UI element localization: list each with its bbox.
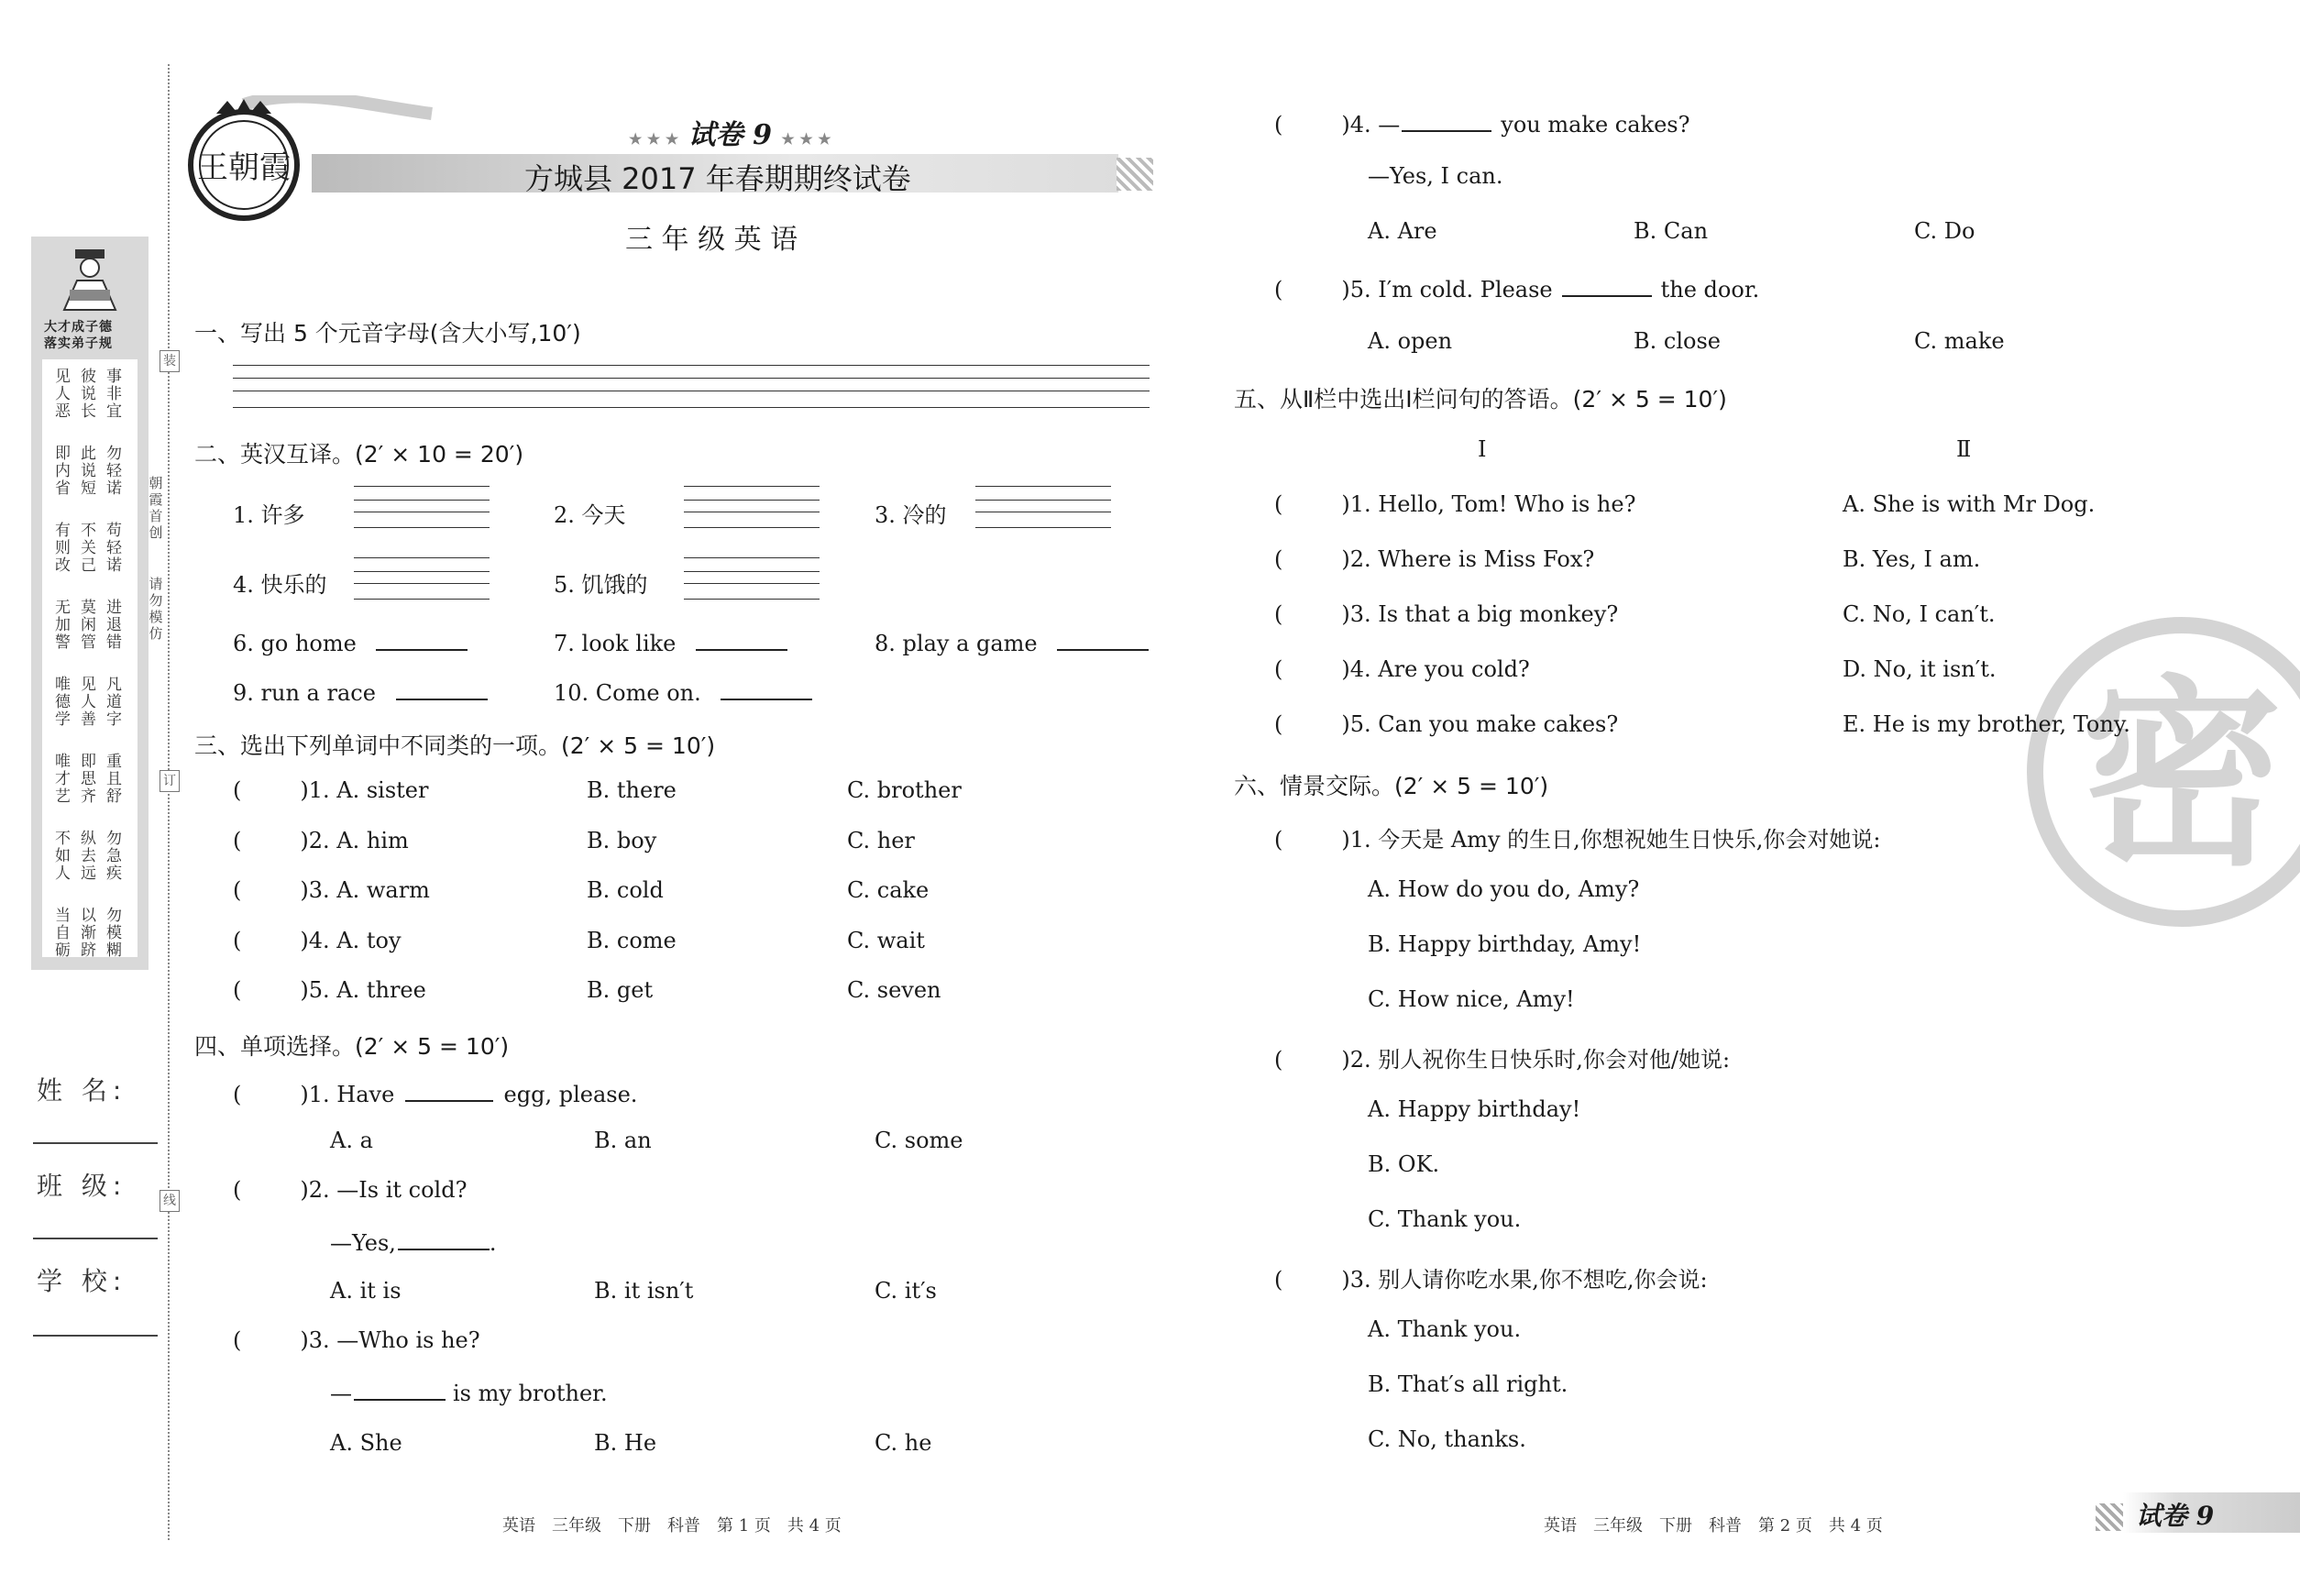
footer-tab-pattern: [2096, 1503, 2123, 1531]
paper-number: ★ ★ ★ 试卷 9 ★ ★ ★: [629, 119, 831, 151]
binding-mark-1: 装: [160, 350, 180, 372]
s4-q3-opt-c[interactable]: C. he: [875, 1430, 932, 1456]
answer-option[interactable]: C. Thank you.: [1368, 1206, 1522, 1232]
option-a[interactable]: )4. A. toy: [300, 927, 402, 953]
s2-item-8: 8. play a game: [875, 627, 1149, 656]
maxim-line: 当自砺: [55, 907, 71, 960]
section4-title: 四、单项选择。(2′ × 5 = 10′): [194, 1033, 510, 1060]
name-field[interactable]: [33, 1142, 158, 1144]
maxim-line: 见人善: [81, 676, 96, 729]
answer-option: A. She is with Mr Dog.: [1843, 491, 2096, 517]
question-text: )2. Where is Miss Fox?: [1341, 546, 1595, 572]
option-b[interactable]: B. cold: [587, 877, 664, 903]
binding-mark-3: 线: [160, 1190, 180, 1212]
list-item: [1274, 821, 1881, 853]
s4-q5: ( )5. I′m cold. Please the door.: [1274, 273, 1759, 303]
s2-blank-7[interactable]: [696, 627, 787, 651]
writing-line-2[interactable]: [233, 378, 1150, 379]
question-text: )4. Are you cold?: [1341, 656, 1530, 682]
question-text: )2. 别人祝你生日快乐时,你会对他/她说:: [1341, 1047, 1731, 1073]
maxim-line: 莫闲管: [81, 599, 96, 652]
list-item: [1274, 1261, 1708, 1293]
s4-q4-opt-a[interactable]: A. Are: [1368, 218, 1437, 244]
s4-q3-opt-b[interactable]: B. He: [594, 1430, 657, 1456]
s2-grid-3[interactable]: [975, 486, 1111, 528]
answer-paren[interactable]: (: [233, 777, 242, 803]
school-label: 学 校:: [37, 1266, 127, 1296]
list-item: [1274, 491, 1635, 517]
answer-paren[interactable]: (: [233, 877, 242, 903]
maxim-line: 此说短: [81, 445, 96, 498]
s4-q3: ( )3. —Who is he?: [233, 1327, 480, 1353]
option-a[interactable]: )3. A. warm: [300, 877, 430, 903]
s4-q4-opt-b[interactable]: B. Can: [1634, 218, 1709, 244]
section1-title: 一、写出 5 个元音字母(含大小写,10′): [194, 320, 581, 347]
answer-paren[interactable]: (: [1274, 1267, 1283, 1293]
maxim-line: 以渐跻: [81, 907, 96, 960]
answer-option[interactable]: A. Thank you.: [1368, 1316, 1522, 1342]
vertical-note-2: 请勿模仿: [149, 576, 163, 642]
answer-paren[interactable]: (: [1274, 711, 1283, 737]
s4-q3-blank[interactable]: [354, 1377, 446, 1401]
s5-col1-header: Ⅰ: [1478, 436, 1487, 462]
s4-q4: ( )4. — you make cakes?: [1274, 108, 1689, 138]
logo-text: 王朝霞: [197, 149, 291, 186]
question-text: )1. Hello, Tom! Who is he?: [1341, 491, 1636, 517]
maxim-line: 唯才艺: [55, 753, 71, 806]
s4-q5-opt-a[interactable]: A. open: [1368, 328, 1453, 354]
s4-q4-opt-c[interactable]: C. Do: [1914, 218, 1975, 244]
maxim-line: 即内省: [55, 445, 71, 498]
s4-q1-opt-c[interactable]: C. some: [875, 1128, 963, 1153]
s4-q2-opt-b[interactable]: B. it isn′t: [594, 1278, 694, 1304]
option-c[interactable]: C. brother: [847, 777, 962, 803]
s2-blank-9[interactable]: [396, 677, 488, 700]
s4-q4-blank[interactable]: [1402, 108, 1491, 132]
list-item: [1274, 546, 1594, 572]
s2-item-1: 1. 许多: [233, 502, 305, 528]
maxims-block: [42, 359, 138, 960]
school-field[interactable]: [33, 1335, 158, 1337]
maxim-line: 勿急疾: [106, 830, 122, 883]
s4-q2: ( )2. —Is it cold?: [233, 1177, 468, 1203]
name-label: 姓 名:: [37, 1075, 127, 1106]
s2-item-7: 7. look like: [554, 627, 787, 656]
question-text: )1. 今天是 Amy 的生日,你想祝她生日快乐,你会对她说:: [1341, 827, 1881, 853]
s2-grid-1[interactable]: [354, 486, 490, 528]
s4-q5-opt-b[interactable]: B. close: [1634, 328, 1721, 354]
section6-title: 六、情景交际。(2′ × 5 = 10′): [1234, 773, 1549, 799]
s4-q3-answer: — is my brother.: [330, 1377, 608, 1406]
answer-option[interactable]: C. No, thanks.: [1368, 1426, 1526, 1452]
motto-line-2: 落实弟子规: [44, 336, 113, 351]
s2-item-6: 6. go home: [233, 627, 468, 656]
s4-q5-blank[interactable]: [1562, 273, 1652, 297]
exam-title: 方城县 2017 年春期期终试卷: [524, 161, 911, 196]
s4-q3-opt-a[interactable]: A. She: [330, 1430, 402, 1456]
vertical-note-1: 朝霞首创: [149, 475, 163, 541]
question-text: )5. Can you make cakes?: [1341, 711, 1619, 737]
answer-option[interactable]: B. Happy birthday, Amy!: [1368, 931, 1642, 957]
maxim-line: 见人恶: [55, 368, 71, 421]
title-band-pattern: [1117, 158, 1153, 191]
footer-right: 英语 三年级 下册 科普 第 2 页 共 4 页: [1544, 1516, 1883, 1535]
scholar-figure-icon: [59, 246, 121, 315]
answer-option: B. Yes, I am.: [1843, 546, 1981, 572]
option-b[interactable]: B. get: [587, 977, 654, 1003]
s4-q1-opt-b[interactable]: B. an: [594, 1128, 652, 1153]
table-row: [233, 977, 426, 1003]
answer-paren[interactable]: (: [1274, 1047, 1283, 1073]
class-label: 班 级:: [37, 1171, 127, 1201]
option-b[interactable]: B. there: [587, 777, 677, 803]
maxim-line: 重且舒: [106, 753, 122, 806]
answer-paren[interactable]: (: [233, 927, 242, 953]
maxim-line: 彼说长: [81, 368, 96, 421]
answer-option: E. He is my brother, Tony.: [1843, 711, 2130, 737]
maxim-line: 事非宜: [106, 368, 122, 421]
writing-line-4[interactable]: [233, 407, 1150, 408]
table-row: [233, 877, 430, 903]
option-b[interactable]: B. come: [587, 927, 677, 953]
option-c[interactable]: C. wait: [847, 927, 925, 953]
s4-q1-blank[interactable]: [405, 1078, 493, 1102]
table-row: [233, 777, 428, 803]
maxim-line: 即思齐: [81, 753, 96, 806]
option-a[interactable]: )2. A. him: [300, 827, 409, 853]
option-c[interactable]: C. her: [847, 827, 915, 853]
answer-option[interactable]: A. How do you do, Amy?: [1368, 876, 1640, 902]
s2-grid-5[interactable]: [684, 557, 820, 600]
s2-item-2: 2. 今天: [554, 502, 626, 528]
answer-paren[interactable]: (: [233, 977, 242, 1003]
maxim-line: 凡道字: [106, 676, 122, 729]
s4-q5-opt-c[interactable]: C. make: [1914, 328, 2005, 354]
s2-item-5: 5. 饥饿的: [554, 572, 648, 598]
answer-option[interactable]: B. That′s all right.: [1368, 1371, 1568, 1397]
table-row: [233, 928, 402, 953]
s2-blank-8[interactable]: [1057, 627, 1149, 651]
footer-tab-label: 试卷 9: [2136, 1501, 2215, 1531]
writing-line-1[interactable]: [233, 365, 1150, 366]
maxim-line: 纵去远: [81, 830, 96, 883]
s4-q2-answer: —Yes, .: [330, 1227, 497, 1256]
option-a[interactable]: )1. A. sister: [300, 777, 429, 803]
s4-q2-opt-c[interactable]: C. it′s: [875, 1278, 937, 1304]
section5-title: 五、从Ⅱ栏中选出Ⅰ栏问句的答语。(2′ × 5 = 10′): [1234, 386, 1727, 413]
s4-q2-opt-a[interactable]: A. it is: [330, 1278, 402, 1304]
maxim-line: 进退错: [106, 599, 122, 652]
section3-title: 三、选出下列单词中不同类的一项。(2′ × 5 = 10′): [194, 732, 716, 759]
s2-grid-4[interactable]: [354, 557, 490, 600]
seal-watermark-icon: [2026, 616, 2300, 928]
answer-paren[interactable]: (: [233, 827, 242, 853]
s4-q2-blank[interactable]: [398, 1227, 490, 1250]
answer-paren[interactable]: (: [1274, 827, 1283, 853]
s2-blank-10[interactable]: [721, 677, 812, 700]
svg-text:密: 密: [2080, 658, 2283, 893]
question-text: )3. 别人请你吃水果,你不想吃,你会说:: [1341, 1267, 1708, 1293]
s2-item-10: 10. Come on.: [554, 677, 812, 706]
maxim-line: 无加警: [55, 599, 71, 652]
list-item: [1274, 1041, 1730, 1073]
maxim-line: 有则改: [55, 522, 71, 575]
s2-item-3: 3. 冷的: [875, 502, 947, 528]
class-field[interactable]: [33, 1238, 158, 1239]
answer-option[interactable]: C. How nice, Amy!: [1368, 986, 1575, 1012]
footer-left: 英语 三年级 下册 科普 第 1 页 共 4 页: [502, 1516, 842, 1535]
s2-item-4: 4. 快乐的: [233, 572, 327, 598]
answer-option: C. No, I can′t.: [1843, 601, 1996, 627]
s4-q1-opt-a[interactable]: A. a: [330, 1128, 373, 1153]
maxim-line: 不关己: [81, 522, 96, 575]
answer-paren[interactable]: (: [1274, 601, 1283, 627]
answer-option: D. No, it isn′t.: [1843, 656, 1997, 682]
motto-line-1: 大才成子德: [44, 320, 113, 335]
maxim-line: 不如人: [55, 830, 71, 883]
binding-line: [168, 64, 170, 1540]
list-item: [1274, 711, 1618, 737]
binding-mark-2: 订: [160, 770, 180, 792]
s2-item-9: 9. run a race: [233, 677, 488, 706]
s2-blank-6[interactable]: [376, 627, 468, 651]
s4-q1: ( )1. Have egg, please.: [233, 1078, 637, 1107]
maxim-line: 勿轻诺: [106, 445, 122, 498]
option-a[interactable]: )5. A. three: [300, 977, 426, 1003]
s5-col2-header: Ⅱ: [1956, 436, 1972, 462]
exam-subtitle: 三 年 级 英 语: [625, 224, 798, 256]
answer-paren[interactable]: (: [1274, 491, 1283, 517]
answer-paren[interactable]: (: [1274, 546, 1283, 572]
maxim-line: 苟轻诺: [106, 522, 122, 575]
section2-title: 二、英汉互译。(2′ × 10 = 20′): [194, 441, 524, 468]
answer-paren[interactable]: (: [1274, 656, 1283, 682]
option-c[interactable]: C. seven: [847, 977, 941, 1003]
maxim-line: 唯德学: [55, 676, 71, 729]
maxim-line: 勿模糊: [106, 907, 122, 960]
answer-option[interactable]: B. OK.: [1368, 1151, 1440, 1177]
list-item: [1274, 656, 1530, 682]
table-row: [233, 828, 409, 853]
s4-q4-answer: —Yes, I can.: [1368, 163, 1503, 189]
s2-grid-2[interactable]: [684, 486, 820, 528]
list-item: [1274, 601, 1618, 627]
answer-option[interactable]: A. Happy birthday!: [1368, 1096, 1581, 1122]
option-b[interactable]: B. boy: [587, 827, 657, 853]
option-c[interactable]: C. cake: [847, 877, 930, 903]
question-text: )3. Is that a big monkey?: [1341, 601, 1619, 627]
